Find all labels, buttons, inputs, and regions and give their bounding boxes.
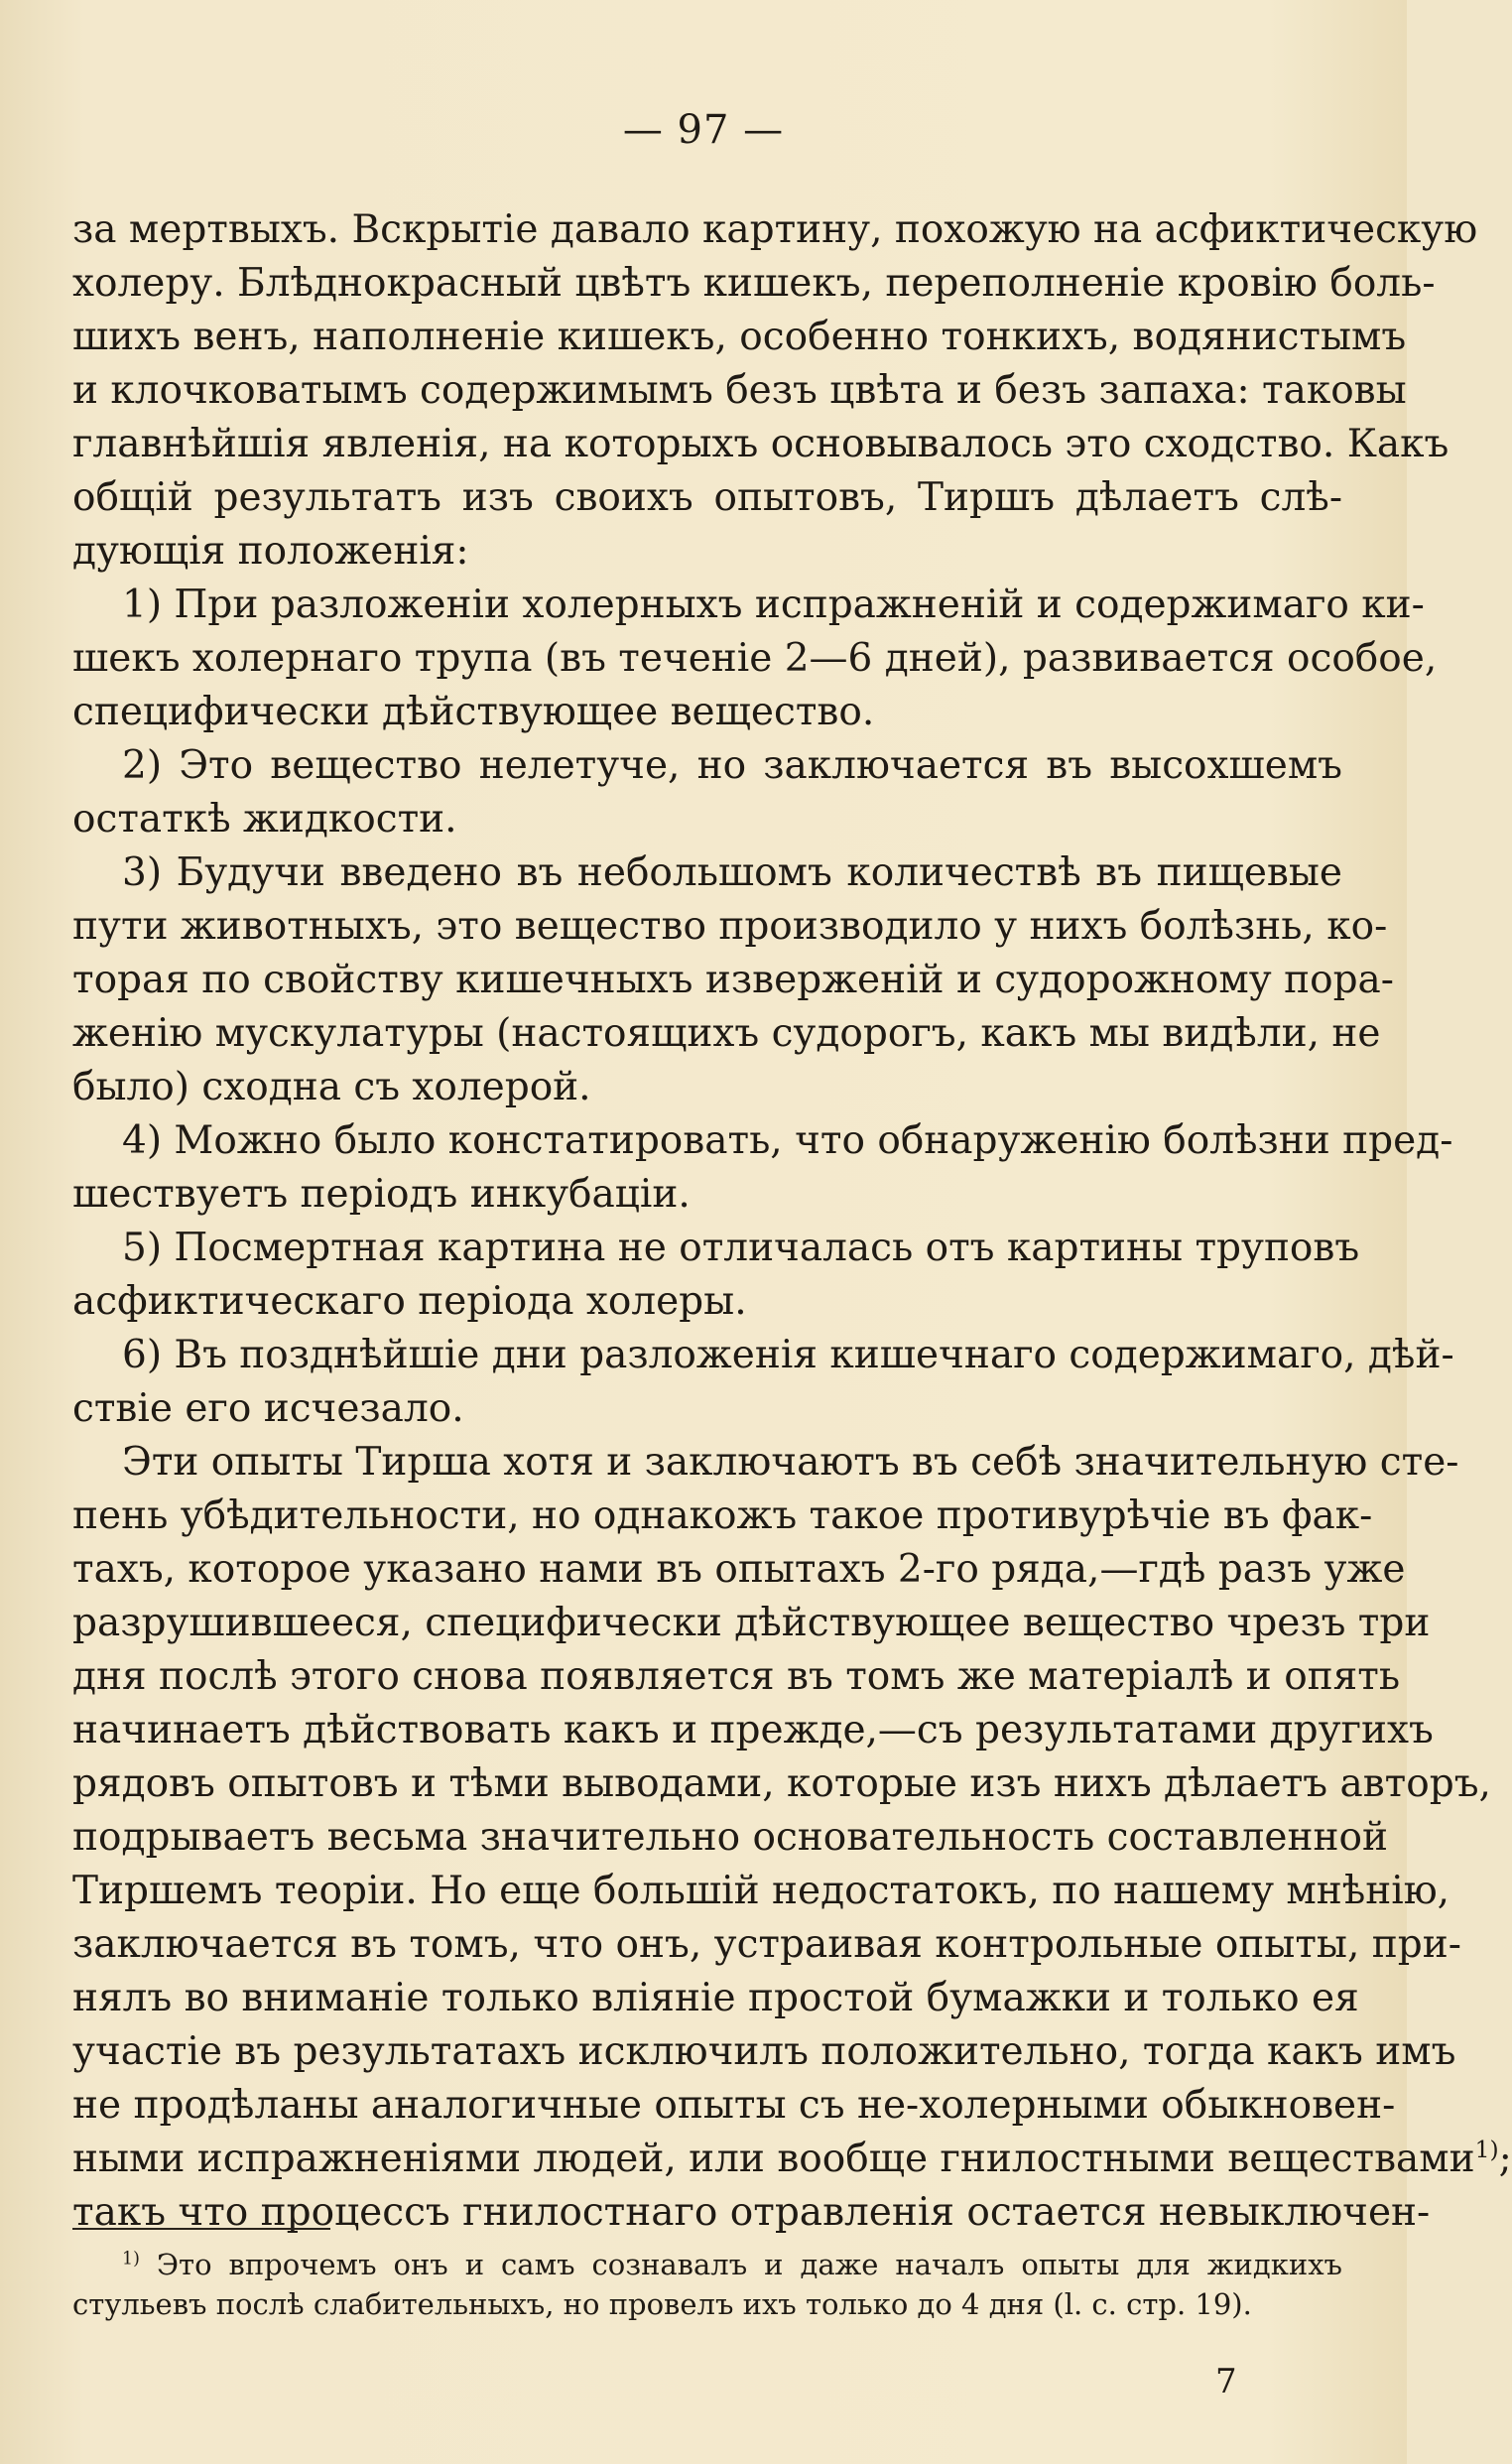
footnote-line-2: стульевъ послѣ слабительныхъ, но провелъ ихъ только до 4 дня (l. c. стр. 19).	[72, 2287, 1252, 2321]
paragraph-start: Эти опыты Тирша хотя и заключаютъ въ себѣ значительную сте-	[122, 1440, 1459, 1485]
text-line: участіе въ результатахъ исключилъ положительно, тогда какъ имъ	[72, 2029, 1456, 2074]
text-line: шихъ венъ, наполненіе кишекъ, особенно тонкихъ, водянистымъ	[72, 315, 1407, 359]
text-line: пути животныхъ, это вещество производило у нихъ болѣзнь, ко-	[72, 904, 1388, 949]
footnote-ref: 1)	[1474, 2136, 1499, 2163]
signature-mark: 7	[1215, 2362, 1237, 2401]
list-item-1: 1) При разложеніи холерныхъ испражненій и содержимаго ки-	[122, 583, 1425, 627]
text-line: специфически дѣйствующее вещество.	[72, 690, 875, 734]
text-line: ствіе его исчезало.	[72, 1386, 464, 1431]
text-line-content: ными испражненіями людей, или вообще гнилостными веществами	[72, 2137, 1475, 2181]
text-line: и клочковатымъ содержимымъ безъ цвѣта и безъ запаха: таковы	[72, 368, 1407, 413]
text-line: такъ что процессъ гнилостнаго отравленія остается невыключен-	[72, 2190, 1431, 2235]
footnote	[72, 2245, 1342, 2324]
text-line: дня послѣ этого снова появляется въ томъ же матеріалѣ и опять	[72, 1654, 1401, 1699]
text-line: остаткѣ жидкости.	[72, 797, 457, 842]
list-item-5: 5) Посмертная картина не отличалась отъ картины труповъ	[122, 1226, 1360, 1270]
text-line: общій результатъ изъ своихъ опытовъ, Тиршъ дѣлаетъ слѣ-	[72, 475, 1342, 520]
list-item-4: 4) Можно было констатировать, что обнаруженію болѣзни пред-	[122, 1118, 1453, 1163]
footnote-marker: 1)	[122, 2249, 140, 2269]
text-line: асфиктическаго періода холеры.	[72, 1279, 747, 1324]
footnote-text-1: Это впрочемъ онъ и самъ сознавалъ и даже началъ опыты для жидкихъ	[156, 2248, 1342, 2281]
list-item-6: 6) Въ позднѣйшіе дни разложенія кишечнаго содержимаго, дѣй-	[122, 1333, 1454, 1377]
text-line: торая по свойству кишечныхъ изверженій и судорожному пора-	[72, 958, 1394, 1002]
text-line: подрываетъ весьма значительно основательность составленной	[72, 1815, 1388, 1860]
text-line: за мертвыхъ. Вскрытіе давало картину, похожую на асфиктическую	[72, 207, 1478, 252]
text-line: начинаетъ дѣйствовать какъ и прежде,—съ результатами другихъ	[72, 1708, 1434, 1752]
text-line: заключается въ томъ, что онъ, устраивая контрольные опыты, при-	[72, 1922, 1461, 1967]
text-line: рядовъ опытовъ и тѣми выводами, которые изъ нихъ дѣлаетъ авторъ,	[72, 1761, 1491, 1806]
text-line: разрушившееся, специфически дѣйствующее вещество чрезъ три	[72, 1601, 1431, 1645]
text-line: было) сходна съ холерой.	[72, 1065, 591, 1109]
footnote-divider	[72, 2228, 330, 2230]
body-text	[72, 203, 1512, 2240]
list-item-3: 3) Будучи введено въ небольшомъ количествѣ въ пищевые	[122, 850, 1342, 895]
text-line: нялъ во вниманіе только вліяніе простой бумажки и только ея	[72, 1976, 1359, 2020]
text-line: не продѣланы аналогичные опыты съ не-холерными обыкновен-	[72, 2083, 1396, 2128]
text-line: холеру. Блѣднокрасный цвѣтъ кишекъ, переполненіе кровію боль-	[72, 261, 1436, 306]
list-item-2: 2) Это вещество нелетуче, но заключается въ высохшемъ	[122, 743, 1342, 788]
text-line: Тиршемъ теоріи. Но еще большій недостатокъ, по нашему мнѣнію,	[72, 1869, 1450, 1913]
text-line: женію мускулатуры (настоящихъ судорогъ, какъ мы видѣли, не	[72, 1011, 1381, 1056]
text-line: главнѣйшія явленія, на которыхъ основывалось это сходство. Какъ	[72, 422, 1449, 466]
text-line: тахъ, которое указано нами въ опытахъ 2-го ряда,—гдѣ разъ уже	[72, 1547, 1406, 1592]
line-trail: ;	[1498, 2137, 1512, 2181]
text-line-with-footnote-ref	[72, 2133, 1512, 2186]
text-line: шекъ холернаго трупа (въ теченіе 2—6 дней), развивается особое,	[72, 636, 1438, 681]
page-number-header: — 97 —	[622, 107, 785, 153]
text-line: дующія положенія:	[72, 529, 469, 574]
footnote-line-1	[72, 2245, 1342, 2284]
text-line: пень убѣдительности, но однакожъ такое противурѣчіе въ фак-	[72, 1493, 1373, 1538]
text-line: шествуетъ періодъ инкубаціи.	[72, 1172, 691, 1217]
